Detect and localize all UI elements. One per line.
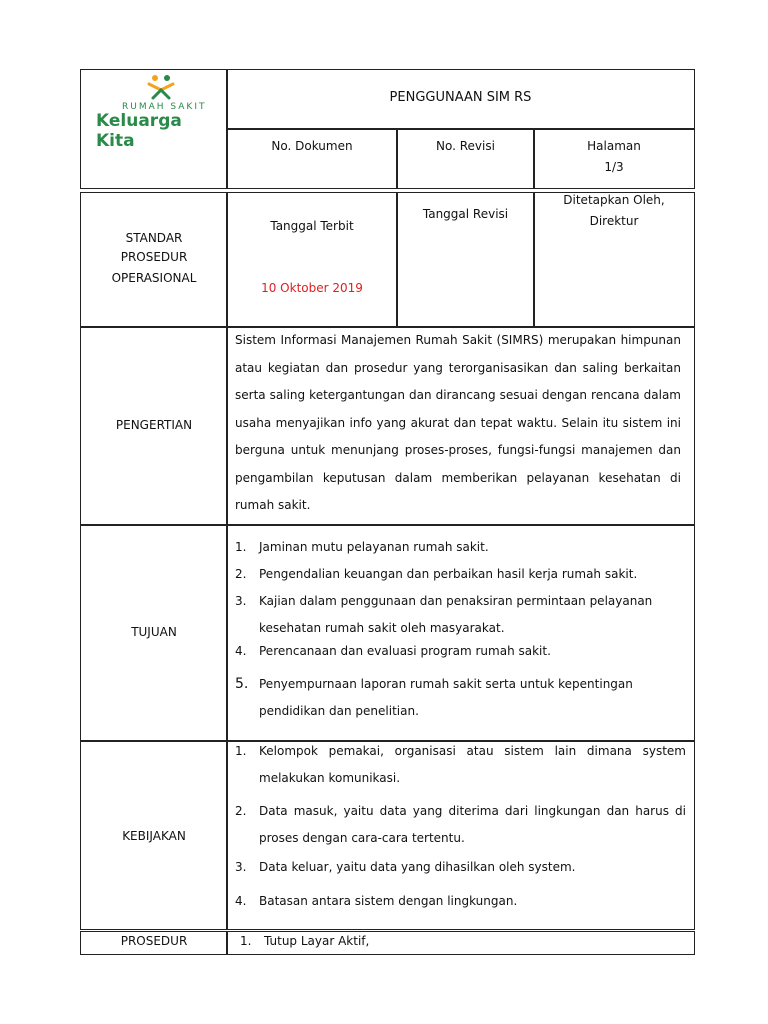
tujuan-list [235,540,680,725]
tanggal-terbit-cell [226,192,398,328]
list-item [235,644,680,659]
page-title: PENGGUNAAN SIM RS [389,90,532,105]
list-text: Perencanaan dan evaluasi program rumah sakit. [259,644,551,658]
kebijakan-list [235,738,686,909]
tanggal-terbit-value: 10 Oktober 2019 [261,281,363,295]
list-item [235,894,686,909]
list-number: 2. [235,567,247,581]
list-text: Tutup Layar Aktif, [264,934,370,948]
sop-label-line1: STANDAR [125,231,183,245]
halaman-value: 1/3 [604,160,624,174]
pengertian-text: Sistem Informasi Manajemen Rumah Sakit (SIMRS) merupakan himpunan atau kegiatan dan prosedur yang terorganisasikan dan saling berkaitan serta saling ketergantungan dan dirancang sesuai dengan rencana dalam usaha menyajikan info yang akurat dan tepat waktu. Selain itu sistem ini berguna untuk menunjang proses-proses, fungsi-fungsi manajemen dan pengambilan keputusan dalam memberikan pelayanan kesehatan di rumah sakit. [235,333,681,512]
list-item [240,934,680,949]
list-number: 5. [235,676,249,692]
no-revisi-label: No. Revisi [436,139,495,153]
header-nodok-cell [226,128,398,189]
list-text: Jaminan mutu pelayanan rumah sakit. [259,540,489,554]
logo-line2: Keluarga Kita [96,111,182,151]
tujuan-label: TUJUAN [131,625,177,639]
list-number: 3. [235,594,247,608]
sop-label-line2: PROSEDUR [120,250,188,264]
header-norev-cell [396,128,535,189]
logo-mark-icon [141,72,181,102]
kebijakan-label: KEBIJAKAN [122,829,186,843]
list-number: 2. [235,804,247,818]
list-text: Batasan antara sistem dengan lingkungan. [259,894,518,908]
logo [96,72,226,151]
list-item [235,671,680,725]
list-item [235,738,686,792]
prosedur-list [240,934,680,949]
pengertian-label: PENGERTIAN [115,418,193,432]
list-number: 4. [235,644,247,658]
tanggal-revisi-label: Tanggal Revisi [422,207,509,221]
list-text: Kelompok pemakai, organisasi atau sistem lain dimana system melakukan komunikasi. [259,744,686,785]
sop-label-line3: OPERASIONAL [111,271,197,285]
list-item [235,588,680,642]
no-dokumen-label: No. Dokumen [271,139,353,153]
ditetapkan-line1: Ditetapkan Oleh, [563,193,665,207]
list-number: 1. [240,934,252,948]
list-item [235,567,680,582]
list-text: Penyempurnaan laporan rumah sakit serta untuk kepentingan pendidikan dan penelitian. [259,677,633,718]
list-number: 3. [235,860,247,874]
ditetapkan-line2: Direktur [589,214,639,228]
list-text: Data keluar, yaitu data yang dihasilkan oleh system. [259,860,576,874]
header-halaman-cell [533,128,695,189]
list-number: 4. [235,894,247,908]
halaman-label: Halaman [587,139,641,153]
prosedur-label: PROSEDUR [120,934,188,948]
tanggal-terbit-label: Tanggal Terbit [270,219,354,233]
list-text: Kajian dalam penggunaan dan penaksiran permintaan pelayanan kesehatan rumah sakit oleh masyarakat. [259,594,653,635]
list-text: Data masuk, yaitu data yang diterima dari lingkungan dan harus di proses dengan cara-cara tertentu. [259,804,686,845]
list-item [235,540,680,555]
list-item [235,860,686,875]
list-item [235,798,686,852]
ditetapkan-cell [533,192,695,328]
list-number: 1. [235,540,247,554]
list-number: 1. [235,744,247,758]
logo-line1: RUMAH SAKIT [122,102,207,112]
list-text: Pengendalian keuangan dan perbaikan hasil kerja rumah sakit. [259,567,638,581]
